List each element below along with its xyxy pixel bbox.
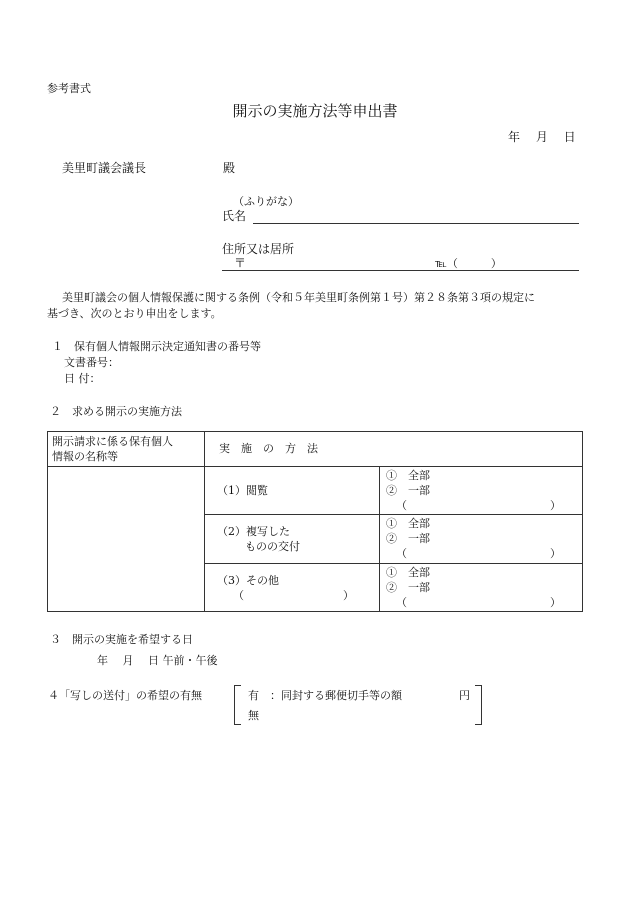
postal-mark: 〒 — [234, 256, 247, 270]
scope-part-detail[interactable]: （ ） — [396, 596, 561, 609]
honorific: 殿 — [223, 161, 236, 175]
method-copy-label-1: （2）複写した — [217, 525, 290, 538]
scope-cell-inspection — [380, 467, 583, 515]
intro-line-1: 美里町議会の個人情報保護に関する条例（令和５年美里町条例第１号）第２８条第３項の規定に — [62, 291, 535, 304]
scope-part-detail[interactable]: （ ） — [396, 547, 561, 560]
scope-all-option[interactable]: ① 全部 — [386, 566, 430, 579]
header-item-name-line-2: 情報の名称等 — [52, 450, 118, 463]
mailing-no-option[interactable]: 無 — [248, 709, 259, 722]
header-method-label: 実 施 の 方 法 — [219, 442, 318, 455]
header-item-name-line-1: 開示請求に係る保有個人 — [52, 435, 173, 448]
scope-part-detail[interactable]: （ ） — [396, 499, 561, 512]
section-4-heading: ４「写しの送付」の希望の有無 — [48, 689, 202, 702]
section-1-heading: １ 保有個人情報開示決定通知書の番号等 — [52, 340, 261, 353]
right-bracket — [475, 685, 482, 725]
document-number-label: 文書番号： — [64, 356, 119, 369]
desired-date-line: 年 月 日 午前・午後 — [97, 654, 218, 667]
method-cell-inspection — [205, 467, 380, 515]
mailing-yes-option[interactable]: 有 ：同封する郵便切手等の額 — [248, 689, 402, 702]
left-bracket — [234, 685, 241, 725]
scope-part-option[interactable]: ② 一部 — [386, 532, 430, 545]
scope-all-option[interactable]: ① 全部 — [386, 517, 430, 530]
scope-cell-copy — [380, 515, 583, 564]
method-cell-other — [205, 564, 380, 612]
item-name-input-cell[interactable] — [48, 467, 205, 612]
address-field-line[interactable] — [222, 270, 579, 271]
reference-format-label: 参考書式 — [47, 82, 91, 95]
intro-line-2: 基づき、次のとおり申出をします。 — [47, 307, 222, 320]
section-2-heading: ２ 求める開示の実施方法 — [50, 405, 182, 418]
tel-mark: ℡（ ） — [435, 257, 502, 270]
method-cell-copy — [205, 515, 380, 564]
furigana-label: （ふりがな） — [233, 195, 299, 208]
table-header-method — [205, 432, 583, 467]
method-inspection-label: （1）閲覧 — [217, 484, 268, 497]
method-other-label: （3）その他 — [217, 574, 279, 587]
scope-cell-other — [380, 564, 583, 612]
notice-date-label: 日 付： — [64, 372, 101, 385]
name-field-line[interactable] — [253, 223, 579, 224]
method-copy-label-2: ものの交付 — [245, 540, 300, 553]
yen-unit: 円 — [459, 689, 470, 702]
scope-part-option[interactable]: ② 一部 — [386, 581, 430, 594]
addressee: 美里町議会議長 — [62, 161, 147, 175]
scope-part-option[interactable]: ② 一部 — [386, 484, 430, 497]
disclosure-method-table — [47, 431, 583, 612]
method-other-detail[interactable]: （ ） — [233, 589, 354, 602]
table-header-item-name — [48, 432, 205, 467]
date-line: 年 月 日 — [508, 130, 576, 144]
scope-all-option[interactable]: ① 全部 — [386, 469, 430, 482]
address-label: 住所又は居所 — [222, 242, 295, 256]
section-3-heading: ３ 開示の実施を希望する日 — [50, 633, 193, 646]
name-label: 氏名 — [222, 209, 247, 223]
document-title: 開示の実施方法等申出書 — [232, 102, 398, 120]
